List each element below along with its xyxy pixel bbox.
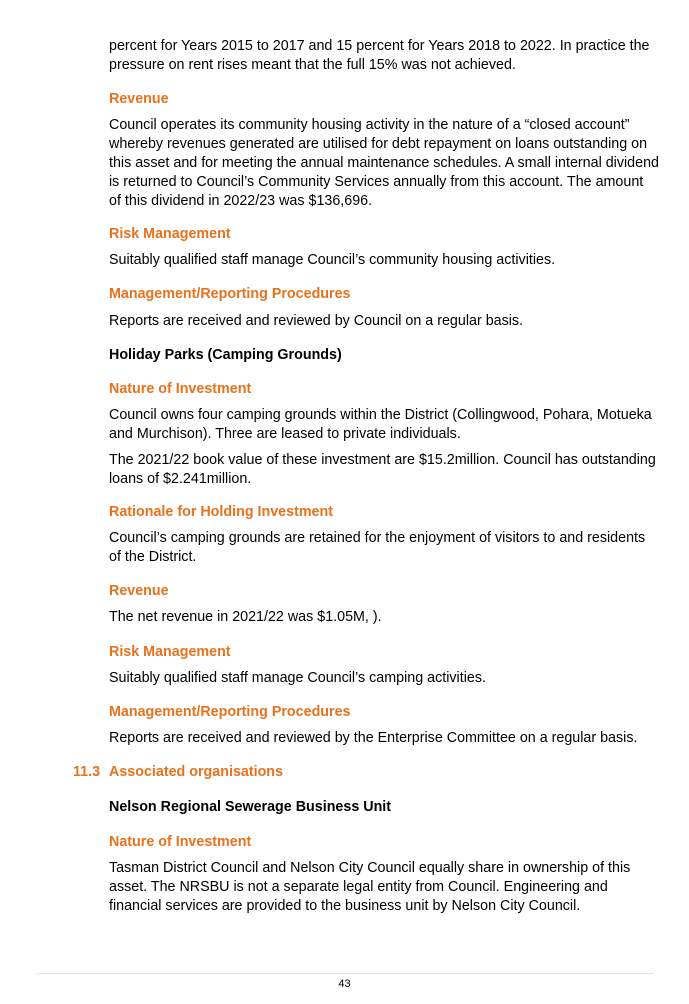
paragraph-text: Reports are received and reviewed by Council on a regular basis. (109, 313, 524, 329)
section-11-3-heading (109, 763, 659, 782)
paragraph-text: The 2021/22 book value of these investment are $15.2million. Council has outstanding loans of $2.241million. (109, 452, 656, 487)
holiday-parks-title (109, 346, 659, 365)
section-title: Associated organisations (109, 764, 283, 780)
intro-paragraph (109, 37, 659, 75)
nrsbu-nature-heading (109, 833, 659, 852)
paragraph-text: Tasman District Council and Nelson City Council equally share in ownership of this asset. The NRSBU is not a separate legal entity from Council. Engineering and financial services are provided to the business unit by Nelson City Council. (109, 860, 631, 914)
footer-divider (36, 973, 654, 974)
holiday-mgmt-heading (109, 703, 659, 722)
housing-risk-paragraph (109, 251, 659, 270)
paragraph-text: Suitably qualified staff manage Council’s community housing activities. (109, 252, 556, 268)
subsection-title: Holiday Parks (Camping Grounds) (109, 347, 342, 363)
section-heading: Management/Reporting Procedures (109, 704, 351, 720)
section-heading: Management/Reporting Procedures (109, 286, 351, 302)
paragraph-text: Council owns four camping grounds within the District (Collingwood, Pohara, Motueka and Murchison). Three are leased to private individuals. (109, 407, 652, 442)
housing-revenue-paragraph (109, 116, 659, 211)
holiday-risk-heading (109, 643, 659, 662)
holiday-risk-paragraph (109, 669, 659, 688)
subsection-title: Nelson Regional Sewerage Business Unit (109, 799, 392, 815)
section-number: 11.3 (73, 764, 101, 780)
section-heading: Risk Management (109, 644, 231, 660)
holiday-nature-heading (109, 380, 659, 399)
paragraph-text: Council’s camping grounds are retained for the enjoyment of visitors to and residents of the District. (109, 530, 646, 565)
holiday-rationale-heading (109, 503, 659, 522)
nrsbu-title (109, 798, 659, 817)
holiday-rationale-paragraph (109, 529, 659, 567)
paragraph-text: The net revenue in 2021/22 was $1.05M, ). (109, 609, 382, 625)
holiday-nature-paragraph-1 (109, 406, 659, 444)
holiday-nature-paragraph-2 (109, 451, 659, 489)
section-heading: Nature of Investment (109, 834, 252, 850)
paragraph-text: Suitably qualified staff manage Council’s camping activities. (109, 670, 486, 686)
paragraph-text: Reports are received and reviewed by the Enterprise Committee on a regular basis. (109, 730, 638, 746)
section-heading: Risk Management (109, 226, 231, 242)
intro-text: percent for Years 2015 to 2017 and 15 percent for Years 2018 to 2022. In practice the pressure on rent rises meant that the full 15% was not achieved. (109, 38, 650, 73)
housing-revenue-heading (109, 90, 659, 109)
section-heading: Nature of Investment (109, 381, 252, 397)
housing-mgmt-heading (109, 285, 659, 304)
section-heading: Revenue (109, 583, 169, 599)
section-heading: Revenue (109, 91, 169, 107)
holiday-revenue-heading (109, 582, 659, 601)
paragraph-text: Council operates its community housing activity in the nature of a “closed account” whereby revenues generated are utilised for debt repayment on loans outstanding on this asset and for meeting the annual maintenance schedules. A small internal dividend is returned to Council’s Community Services annually from this account. The amount of this dividend in 2022/23 was $136,696. (109, 117, 659, 209)
section-heading: Rationale for Holding Investment (109, 504, 334, 520)
holiday-revenue-paragraph (109, 608, 659, 627)
holiday-mgmt-paragraph (109, 729, 659, 748)
housing-risk-heading (109, 225, 659, 244)
nrsbu-nature-paragraph (109, 859, 659, 916)
page-number: 43 (338, 978, 351, 990)
housing-mgmt-paragraph (109, 312, 659, 331)
